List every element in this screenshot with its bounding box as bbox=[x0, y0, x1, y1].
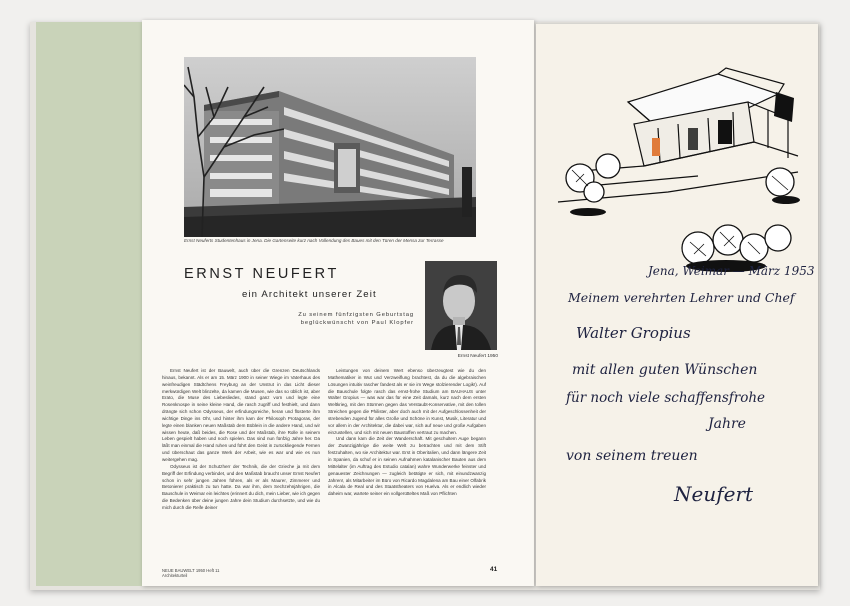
handwritten-wishes-3: Jahre bbox=[708, 416, 746, 432]
right-page bbox=[536, 24, 818, 586]
handwritten-signature: Neufert bbox=[674, 482, 754, 506]
text-column-1 bbox=[162, 368, 320, 564]
text-column-2 bbox=[328, 368, 486, 564]
handwritten-dedication: Meinem verehrten Lehrer und Chef bbox=[568, 290, 795, 305]
left-page bbox=[142, 20, 534, 586]
portrait-photo bbox=[425, 261, 497, 350]
building-photo bbox=[184, 57, 476, 237]
footer-line-1: NEUE BAUWELT 1950 Heft 11 bbox=[162, 568, 220, 573]
handwritten-recipient: Walter Gropius bbox=[576, 324, 691, 342]
handwritten-wishes-1: mit allen guten Wünschen bbox=[572, 362, 758, 378]
article-title: ERNST NEUFERT bbox=[184, 266, 339, 282]
portrait-caption: Ernst Neufert 1950 bbox=[457, 354, 498, 359]
greeting-line-1: Zu seinem fünfzigsten Geburtstag bbox=[298, 312, 414, 318]
handwritten-wishes-2: für noch viele schaffensfrohe bbox=[566, 390, 766, 406]
paragraph: Odysseus ist der Schutzherr der Technik, die der Grieche ja mit dem Begriff der Erfindung verbindet, und den Maßstab braucht unser Ernst Neufert schon in sehr jungen Jahren führen, als er als Maurer, Zimmerer und Betonierer praktisch zu tun hatte. Da war ihm, dem Sechzehnjährigen, die Bauschule in Weimar ein leichtes (erinnert du dich, mein Lieber, wie ich gegen die Bedenken über deine jungen Jahre dein Studium durchsetzte, und wie du mich durch die Reife deiner bbox=[162, 463, 320, 510]
page-number: 41 bbox=[490, 566, 498, 573]
handwritten-closing: von seinem treuen bbox=[566, 448, 698, 464]
photo-caption: Ernst Neuferts Studentenhaus in Jena. Die Gartenseite kurz nach Vollendung des Baues mit den Türen der Mensa zur Terrasse bbox=[184, 238, 444, 243]
footer-line-2: Architekturteil bbox=[162, 573, 188, 579]
greeting-text bbox=[254, 311, 414, 327]
green-cover-flap bbox=[36, 22, 147, 586]
handwritten-date: Jena, Weimar — März 1953 bbox=[648, 264, 815, 278]
paragraph: Und dann kam die Zeit der Wanderschaft. Mit geschultem Auge begann der Zwanzigjährige die weite Welt zu betrachten und mit dem Stift festzuhalten, wo sie Architektur war. Erst in Oberitalien, und dann längere Zeit in Spanien, da schuf er in seinen Aufnahmen katalanischer Bauten aus dem Mittelalter (im Auftrag des Estudio catalan) wahre Wunderwerke feinster und genauester Zeichnungen — zugleich betätigte er sich, mit einundzwanzig Jahren!, als Mitarbeiter im Büro von Ricardo Magdalena am Bau einer Olfabrik in Alcala de Real und des Staatstheaters von Huelva. Als er endlich wieder daheim war, wartete seiner ein vollgerütteltes Maß von Pflichten bbox=[328, 436, 486, 497]
article-subtitle: ein Architekt unserer Zeit bbox=[242, 289, 377, 300]
architecture-sketch bbox=[548, 62, 810, 294]
paragraph: Ernst Neufert ist der Bauwelt, auch über die Grenzen Deutschlands hinaus, bekannt. Als er am 15. März 1900 in seiner Wiege im Vaterhaus des weinfreudigen Städtchens Freyburg an der Unstrut in das Licht dieser merkwürdigen Welt blinzelte, da kamen die Musen, wie das so üblich ist, aber Erato, die Muse des Liebesliedes, stand ganz vorn und legte eine Rosenknospe in seine kleine Hand, die rasch zugriff und festhielt, und dann drängte sich schon Odysseus, der erfindungsreiche, heran und flüsterte ihm wichtige Dinge ins Ohr, und hinter ihm kam der Philosoph Protagoras, der legte einen blanken neuen Maßstab dem Büblein in die andere Hand, und wir wissen heute, daß beides, die Rose und der Maßstab, ihre Rolle in seinem Leben gespielt haben und noch spielen. Das sind nun fünfzig Jahre her. Da läßt man einmal die Hand ruhen und führt den Geist in zurückliegende Fernen und überschaut das ganze Werk der Arbeit, wie es war und wie es nun weitergehen mag. bbox=[162, 368, 320, 462]
page-footer bbox=[162, 568, 220, 578]
paragraph: Leistungen von deinem Wert ebenso überzeugtest wie du den Mathematiker in Wut und Verzweiflung brachtest, da du die algebraischen Lösungen intuitiv rascher fandest als er sie im Wege stolzierender Logik!). Auf die Bauschule folgte rasch das ernst-frohe Studium am BAUHAUS unter Walter Gropius — was war das für eine Zeit damals, kurz nach dem ersten Weltkrieg, mit den Stürmen gegen das Verstaubt-Konservative, mit den tollen Streichen gegen die Philister, aber doch auch mit der Aufgeschlossenheit der strebenden Jugend für alles Große und Schöne in Kunst, Musik, Literatur und vor allem in der Architektur, die dabei war, sich auf neue und große Aufgaben einzustellen, und sich mit neuen Baustoffen vertraut zu machen. bbox=[328, 368, 486, 435]
greeting-line-2: beglückwünscht von Paul Klopfer bbox=[300, 320, 414, 326]
